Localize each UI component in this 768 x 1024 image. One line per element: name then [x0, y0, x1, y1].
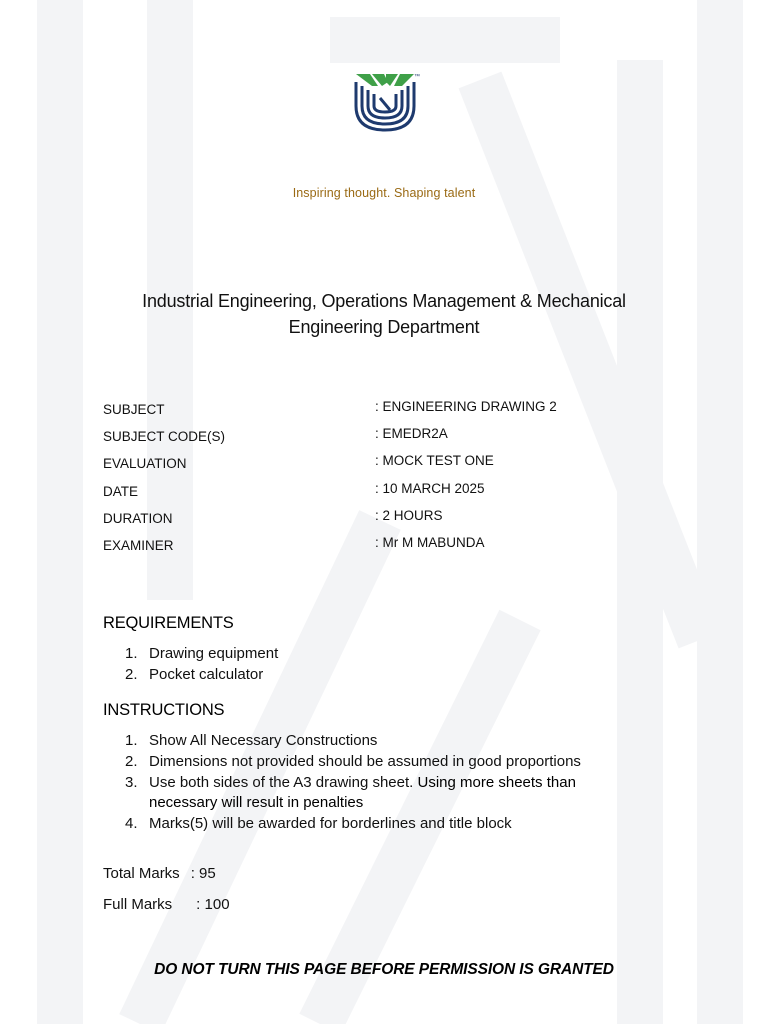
- university-tagline: Inspiring thought. Shaping talent: [292, 186, 476, 200]
- info-row-evaluation: [103, 453, 663, 480]
- full-marks: [103, 896, 230, 913]
- info-value: : 10 MARCH 2025: [375, 480, 485, 496]
- list-number: 1.: [125, 732, 138, 749]
- list-text: Use both sides of the A3 drawing sheet.: [149, 773, 418, 791]
- list-text: Show All Necessary Constructions: [149, 732, 378, 749]
- list-number: 2.: [125, 752, 138, 770]
- list-item: [103, 814, 633, 835]
- info-value: : EMEDR2A: [375, 426, 448, 442]
- info-value: : ENGINEERING DRAWING 2: [375, 399, 557, 414]
- total-marks-label: Total Marks: [103, 865, 180, 882]
- list-text: Marks(5) will be awarded for borderlines and title block: [149, 815, 512, 833]
- list-item: [103, 644, 633, 665]
- department-title: [100, 288, 668, 340]
- penalty-warning: Using more sheets than necessary will result in penalties: [149, 773, 576, 812]
- info-row-examiner: [103, 535, 663, 562]
- trademark-symbol: ™: [414, 74, 420, 80]
- info-row-subject-code: [103, 426, 663, 453]
- info-label: SUBJECT CODE(S): [103, 429, 226, 445]
- list-item: [103, 773, 633, 815]
- list-number: 1.: [125, 645, 138, 662]
- list-number: 2.: [125, 665, 138, 683]
- list-text: Dimensions not provided should be assumed in good proportions: [149, 752, 581, 770]
- department-title-line1: Industrial Engineering, Operations Management & Mechanical: [142, 291, 626, 311]
- full-marks-label: Full Marks: [103, 896, 173, 913]
- requirements-heading: REQUIREMENTS: [103, 614, 234, 632]
- full-marks-value: : 100: [196, 896, 230, 913]
- list-item: [103, 752, 633, 773]
- total-marks-value: : 95: [190, 865, 216, 882]
- instructions-list: [103, 731, 633, 835]
- info-label: DATE: [103, 483, 139, 499]
- info-row-duration: [103, 508, 663, 535]
- info-value: : 2 HOURS: [375, 507, 443, 523]
- info-label: SUBJECT: [103, 402, 165, 417]
- list-number: 3.: [125, 773, 138, 791]
- list-item: [103, 731, 633, 752]
- list-text: Drawing equipment: [149, 645, 279, 662]
- exam-info-table: [103, 399, 663, 562]
- info-label: EVALUATION: [103, 456, 187, 472]
- info-value: : MOCK TEST ONE: [375, 453, 494, 469]
- info-label: EXAMINER: [103, 537, 174, 553]
- university-logo-icon: [350, 70, 426, 136]
- instructions-heading: INSTRUCTIONS: [103, 701, 225, 719]
- department-title-line2: Engineering Department: [288, 317, 480, 337]
- permission-notice: DO NOT TURN THIS PAGE BEFORE PERMISSION IS GRANTED: [154, 961, 614, 978]
- requirements-list: [103, 644, 633, 686]
- info-label: DURATION: [103, 510, 173, 526]
- list-text: Pocket calculator: [149, 665, 264, 683]
- info-value: : Mr M MABUNDA: [375, 534, 485, 550]
- total-marks: [103, 865, 216, 882]
- list-number: 4.: [125, 815, 138, 833]
- list-item: [103, 665, 633, 686]
- info-row-subject: [103, 399, 663, 426]
- info-row-date: [103, 481, 663, 508]
